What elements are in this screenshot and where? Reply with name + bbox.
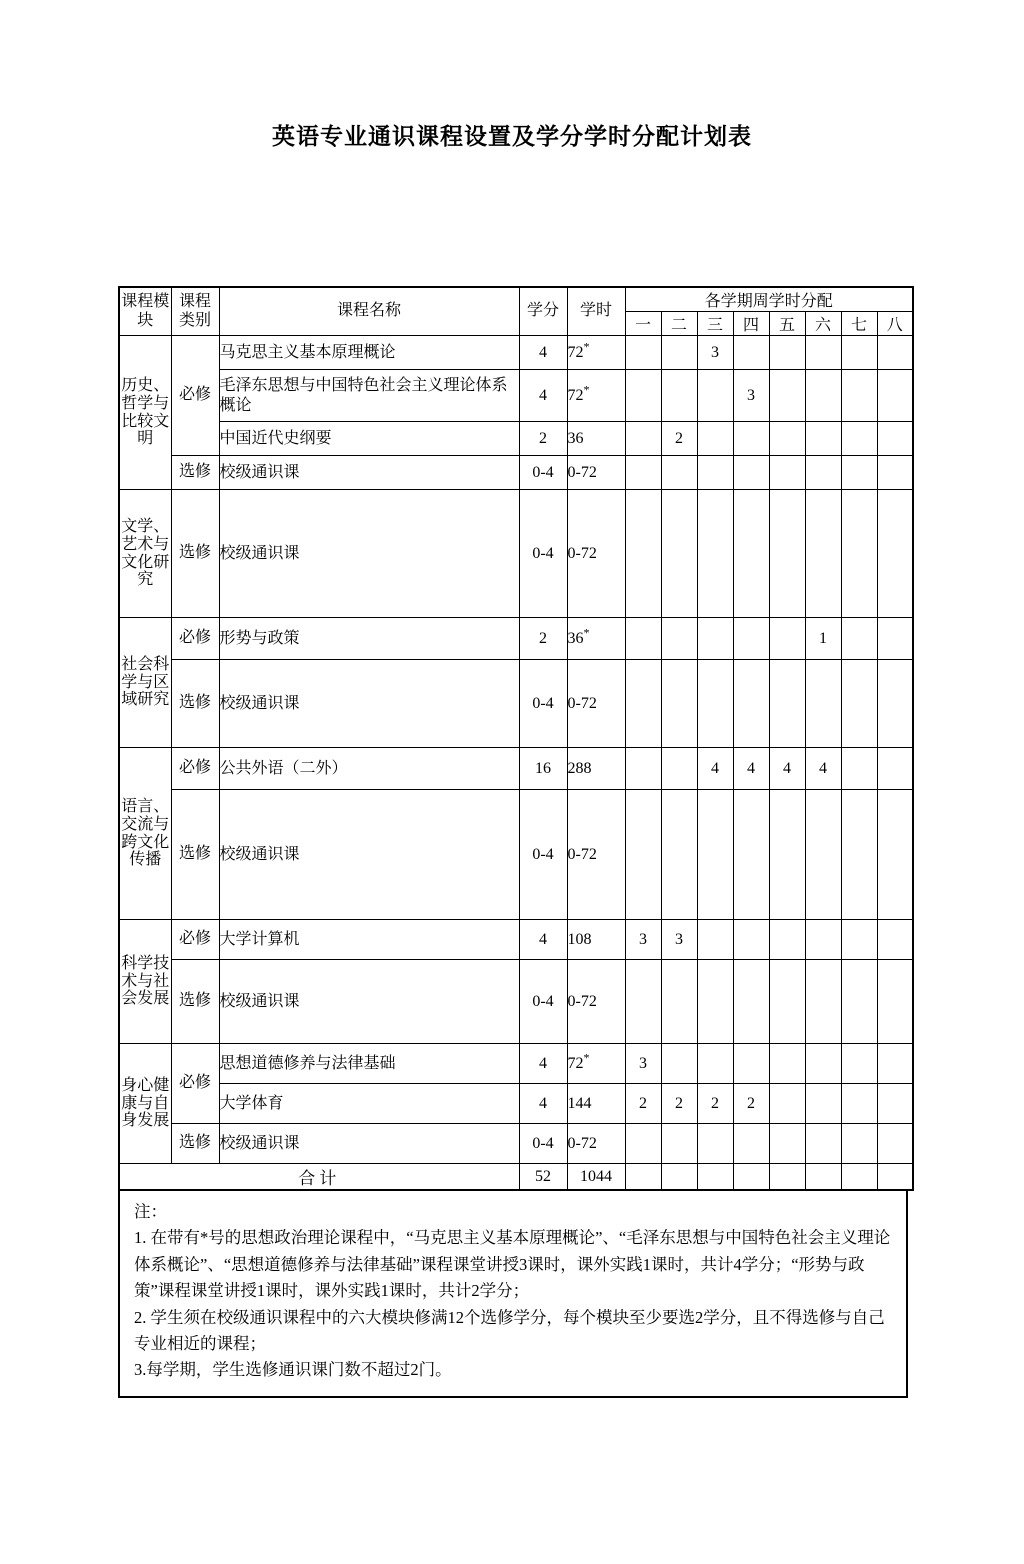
cell-category: 选修	[171, 456, 219, 490]
note-line-1: 1. 在带有*号的思想政治理论课程中，“马克思主义基本原理概论”、“毛泽东思想与中国特色社会主义理论体系概论”、“思想道德修养与法律基础”课程课堂讲授3课时，课外实践1课时，共计4学分；“形势与政策”课程课堂讲授1课时，课外实践1课时，共计2学分；	[134, 1228, 891, 1301]
cell-hours: 108	[567, 920, 625, 960]
cell-term-6	[805, 790, 841, 920]
cell-term-3	[697, 456, 733, 490]
cell-term-4: 3	[733, 370, 769, 422]
cell-module: 语言、交流与跨文化传播	[119, 748, 171, 920]
cell-term-5	[769, 336, 805, 370]
cell-term-4	[733, 660, 769, 748]
cell-module: 科学技术与社会发展	[119, 920, 171, 1044]
cell-term-5	[769, 920, 805, 960]
cell-term-7	[841, 920, 877, 960]
cell-term-3	[697, 1044, 733, 1084]
cell-category: 选修	[171, 960, 219, 1044]
cell-term-6	[805, 422, 841, 456]
cell-category: 必修	[171, 618, 219, 660]
header-category: 课程类别	[171, 287, 219, 336]
header-module: 课程模块	[119, 287, 171, 336]
cell-term-8	[877, 370, 913, 422]
cell-term-8	[877, 422, 913, 456]
total-hours: 1044	[567, 1164, 625, 1191]
cell-term-8	[877, 660, 913, 748]
notes-heading: 注：	[134, 1202, 167, 1221]
cell-credits: 0-4	[519, 456, 567, 490]
total-term-7	[841, 1164, 877, 1191]
cell-course-name: 校级通识课	[219, 660, 519, 748]
note-line-3: 3.每学期，学生选修通识课门数不超过2门。	[134, 1360, 452, 1380]
cell-term-2: 2	[661, 1084, 697, 1124]
header-term-8: 八	[877, 312, 913, 336]
cell-term-8	[877, 490, 913, 618]
cell-term-5	[769, 422, 805, 456]
cell-hours: 0-72	[567, 660, 625, 748]
cell-module: 社会科学与区域研究	[119, 618, 171, 748]
cell-term-2	[661, 660, 697, 748]
note-line-2: 2. 学生须在校级通识课程中的六大模块修满12个选修学分，每个模块至少要选2学分，且不得选修与自己专业相近的课程；	[134, 1307, 885, 1353]
cell-hours: 72*	[567, 1044, 625, 1084]
cell-category: 选修	[171, 660, 219, 748]
table-row	[119, 790, 913, 920]
cell-term-5	[769, 370, 805, 422]
cell-term-3: 4	[697, 748, 733, 790]
cell-term-3	[697, 618, 733, 660]
cell-category: 必修	[171, 920, 219, 960]
cell-term-2	[661, 456, 697, 490]
cell-term-2: 2	[661, 422, 697, 456]
cell-term-4	[733, 422, 769, 456]
cell-term-3	[697, 660, 733, 748]
cell-term-5	[769, 660, 805, 748]
cell-term-8	[877, 1044, 913, 1084]
page-title: 英语专业通识课程设置及学分学时分配计划表	[272, 123, 752, 149]
cell-hours: 144	[567, 1084, 625, 1124]
cell-credits: 0-4	[519, 660, 567, 748]
cell-term-1	[625, 660, 661, 748]
cell-term-4	[733, 920, 769, 960]
cell-term-6	[805, 456, 841, 490]
cell-term-4: 2	[733, 1084, 769, 1124]
cell-term-6	[805, 660, 841, 748]
total-label: 合计	[119, 1164, 519, 1191]
table-total-row	[119, 1164, 913, 1191]
cell-category: 选修	[171, 1124, 219, 1164]
cell-term-1	[625, 422, 661, 456]
cell-term-3	[697, 920, 733, 960]
cell-hours: 0-72	[567, 456, 625, 490]
cell-term-3	[697, 490, 733, 618]
cell-term-2	[661, 1044, 697, 1084]
table-row	[119, 1044, 913, 1084]
cell-term-2	[661, 790, 697, 920]
cell-credits: 0-4	[519, 490, 567, 618]
cell-term-4	[733, 960, 769, 1044]
cell-category: 必修	[171, 748, 219, 790]
cell-term-4	[733, 618, 769, 660]
cell-term-1	[625, 1124, 661, 1164]
cell-credits: 4	[519, 920, 567, 960]
notes-block	[118, 1191, 908, 1398]
cell-term-6	[805, 920, 841, 960]
cell-term-1	[625, 490, 661, 618]
cell-term-3	[697, 790, 733, 920]
cell-module: 身心健康与自身发展	[119, 1044, 171, 1164]
cell-term-6: 1	[805, 618, 841, 660]
cell-term-7	[841, 1124, 877, 1164]
cell-term-2	[661, 960, 697, 1044]
cell-term-8	[877, 1124, 913, 1164]
total-term-3	[697, 1164, 733, 1191]
cell-hours: 0-72	[567, 1124, 625, 1164]
cell-credits: 4	[519, 336, 567, 370]
table-row	[119, 456, 913, 490]
cell-term-4	[733, 336, 769, 370]
cell-term-1	[625, 960, 661, 1044]
cell-term-1	[625, 618, 661, 660]
cell-credits: 4	[519, 370, 567, 422]
table-row	[119, 1124, 913, 1164]
cell-course-name: 校级通识课	[219, 456, 519, 490]
header-credits: 学分	[519, 287, 567, 336]
cell-term-3	[697, 1124, 733, 1164]
cell-term-4	[733, 490, 769, 618]
cell-term-7	[841, 1084, 877, 1124]
header-term-4: 四	[733, 312, 769, 336]
cell-term-7	[841, 748, 877, 790]
cell-module: 历史、哲学与比较文明	[119, 336, 171, 490]
table-row	[119, 748, 913, 790]
cell-term-2	[661, 618, 697, 660]
cell-term-3	[697, 370, 733, 422]
cell-term-3	[697, 422, 733, 456]
cell-term-5	[769, 456, 805, 490]
cell-term-6	[805, 490, 841, 618]
cell-hours: 72*	[567, 370, 625, 422]
cell-category: 必修	[171, 336, 219, 456]
cell-credits: 2	[519, 618, 567, 660]
cell-course-name: 马克思主义基本原理概论	[219, 336, 519, 370]
cell-course-name: 形势与政策	[219, 618, 519, 660]
cell-term-5	[769, 490, 805, 618]
cell-category: 选修	[171, 790, 219, 920]
cell-term-8	[877, 748, 913, 790]
header-term-7: 七	[841, 312, 877, 336]
cell-term-1	[625, 748, 661, 790]
header-term-6: 六	[805, 312, 841, 336]
total-credits: 52	[519, 1164, 567, 1191]
cell-term-6: 4	[805, 748, 841, 790]
cell-course-name: 大学计算机	[219, 920, 519, 960]
cell-term-3: 3	[697, 336, 733, 370]
header-course-name: 课程名称	[219, 287, 519, 336]
cell-credits: 0-4	[519, 1124, 567, 1164]
cell-term-8	[877, 960, 913, 1044]
cell-course-name: 大学体育	[219, 1084, 519, 1124]
cell-credits: 0-4	[519, 790, 567, 920]
cell-term-4: 4	[733, 748, 769, 790]
cell-term-7	[841, 790, 877, 920]
cell-term-6	[805, 336, 841, 370]
cell-term-2	[661, 370, 697, 422]
cell-term-8	[877, 456, 913, 490]
cell-course-name: 校级通识课	[219, 490, 519, 618]
cell-credits: 16	[519, 748, 567, 790]
cell-term-5	[769, 960, 805, 1044]
cell-term-4	[733, 790, 769, 920]
table-row	[119, 660, 913, 748]
cell-term-5	[769, 790, 805, 920]
cell-course-name: 公共外语（二外）	[219, 748, 519, 790]
header-term-3: 三	[697, 312, 733, 336]
header-term-1: 一	[625, 312, 661, 336]
cell-course-name: 校级通识课	[219, 1124, 519, 1164]
cell-term-5	[769, 1084, 805, 1124]
document-page	[0, 118, 1024, 1564]
cell-module: 文学、艺术与文化研究	[119, 490, 171, 618]
cell-course-name: 毛泽东思想与中国特色社会主义理论体系概论	[219, 370, 519, 422]
cell-course-name: 校级通识课	[219, 960, 519, 1044]
table-row	[119, 336, 913, 370]
cell-term-6	[805, 960, 841, 1044]
cell-term-1	[625, 336, 661, 370]
cell-term-8	[877, 1084, 913, 1124]
cell-term-7	[841, 960, 877, 1044]
cell-term-6	[805, 1084, 841, 1124]
total-term-5	[769, 1164, 805, 1191]
cell-credits: 4	[519, 1084, 567, 1124]
cell-term-4	[733, 456, 769, 490]
cell-course-name: 校级通识课	[219, 790, 519, 920]
cell-term-1	[625, 370, 661, 422]
table-body	[119, 336, 913, 1164]
cell-term-7	[841, 370, 877, 422]
table-row	[119, 370, 913, 422]
cell-term-3	[697, 960, 733, 1044]
cell-term-6	[805, 1124, 841, 1164]
table-row	[119, 960, 913, 1044]
cell-hours: 0-72	[567, 490, 625, 618]
cell-hours: 0-72	[567, 790, 625, 920]
cell-credits: 2	[519, 422, 567, 456]
header-term-2: 二	[661, 312, 697, 336]
cell-course-name: 中国近代史纲要	[219, 422, 519, 456]
cell-term-4	[733, 1124, 769, 1164]
cell-term-2: 3	[661, 920, 697, 960]
cell-term-7	[841, 618, 877, 660]
cell-course-name: 思想道德修养与法律基础	[219, 1044, 519, 1084]
table-row	[119, 422, 913, 456]
cell-term-7	[841, 1044, 877, 1084]
header-term-5: 五	[769, 312, 805, 336]
cell-hours: 36	[567, 422, 625, 456]
cell-term-8	[877, 790, 913, 920]
total-term-4	[733, 1164, 769, 1191]
cell-term-1: 2	[625, 1084, 661, 1124]
cell-term-5	[769, 1124, 805, 1164]
cell-term-7	[841, 456, 877, 490]
header-hours: 学时	[567, 287, 625, 336]
cell-term-7	[841, 422, 877, 456]
cell-term-7	[841, 490, 877, 618]
total-term-6	[805, 1164, 841, 1191]
cell-term-5	[769, 1044, 805, 1084]
total-term-8	[877, 1164, 913, 1191]
total-term-2	[661, 1164, 697, 1191]
cell-term-8	[877, 618, 913, 660]
total-term-1	[625, 1164, 661, 1191]
cell-term-2	[661, 336, 697, 370]
cell-hours: 0-72	[567, 960, 625, 1044]
cell-term-2	[661, 748, 697, 790]
table-row	[119, 1084, 913, 1124]
cell-term-7	[841, 336, 877, 370]
cell-category: 选修	[171, 490, 219, 618]
cell-term-1: 3	[625, 920, 661, 960]
cell-term-6	[805, 1044, 841, 1084]
cell-term-8	[877, 336, 913, 370]
table-row	[119, 490, 913, 618]
cell-term-5	[769, 618, 805, 660]
cell-credits: 4	[519, 1044, 567, 1084]
cell-term-4	[733, 1044, 769, 1084]
cell-term-2	[661, 1124, 697, 1164]
cell-term-7	[841, 660, 877, 748]
cell-term-8	[877, 920, 913, 960]
cell-term-6	[805, 370, 841, 422]
table-header-row-1	[119, 287, 913, 312]
cell-credits: 0-4	[519, 960, 567, 1044]
header-terms-group: 各学期周学时分配	[625, 287, 913, 312]
table-row	[119, 920, 913, 960]
table-row	[119, 618, 913, 660]
cell-hours: 36*	[567, 618, 625, 660]
cell-term-5: 4	[769, 748, 805, 790]
cell-category: 必修	[171, 1044, 219, 1124]
cell-hours: 288	[567, 748, 625, 790]
cell-term-1	[625, 790, 661, 920]
cell-term-1: 3	[625, 1044, 661, 1084]
cell-term-2	[661, 490, 697, 618]
cell-term-3: 2	[697, 1084, 733, 1124]
course-plan-table-container	[118, 286, 908, 1398]
cell-hours: 72*	[567, 336, 625, 370]
course-plan-table	[118, 286, 914, 1191]
cell-term-1	[625, 456, 661, 490]
